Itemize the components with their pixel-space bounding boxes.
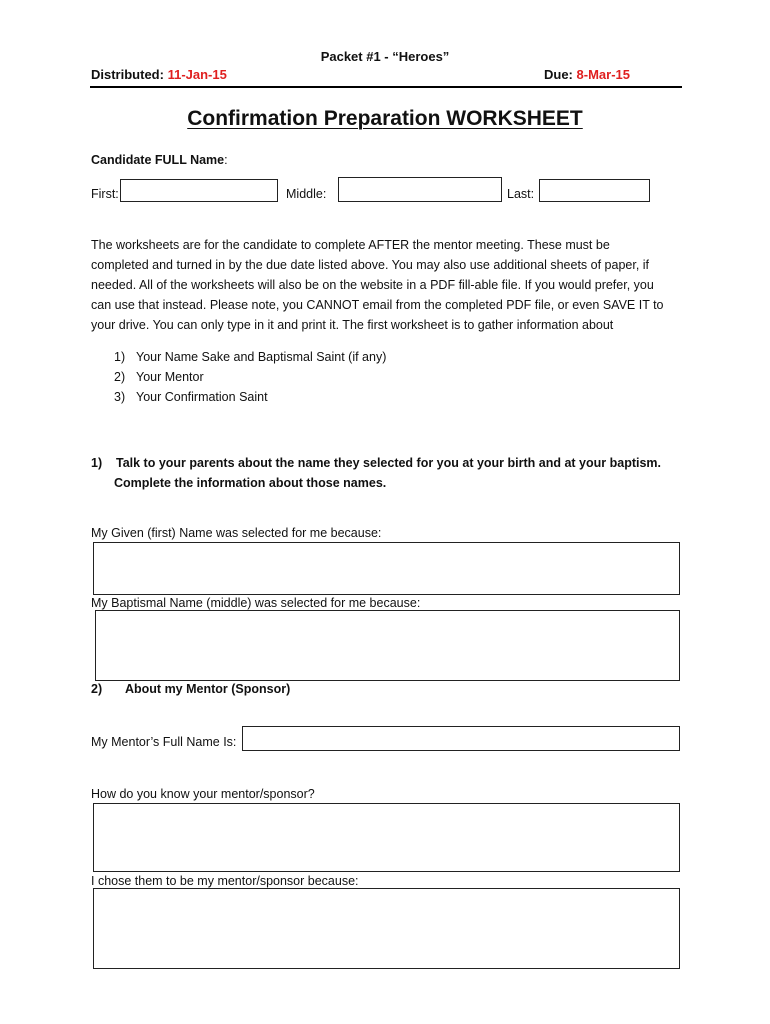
know-mentor-label: How do you know your mentor/sponsor? (91, 787, 315, 801)
middle-name-field[interactable] (338, 177, 502, 202)
list-number: 1) (114, 350, 126, 364)
list-text: Your Name Sake and Baptismal Saint (if any) (136, 350, 387, 364)
baptismal-name-label: My Baptismal Name (middle) was selected for me because: (91, 596, 421, 610)
intro-paragraph (91, 235, 691, 335)
intro-line: The worksheets are for the candidate to complete AFTER the mentor meeting. These must be (91, 238, 610, 252)
due-value: 8-Mar-15 (576, 67, 630, 82)
intro-line: needed. All of the worksheets will also be on the website in a PDF fill-able file. If you would prefer, you (91, 278, 654, 292)
candidate-name-heading-colon: : (224, 153, 228, 167)
distributed-label: Distributed: (91, 67, 164, 82)
header-divider (90, 86, 682, 88)
distributed-value: 11-Jan-15 (167, 67, 227, 82)
section2-number: 2) (91, 682, 103, 696)
last-name-field[interactable] (539, 179, 650, 202)
last-name-label: Last: (507, 187, 535, 201)
section2-heading: About my Mentor (Sponsor) (125, 682, 291, 696)
due-date (544, 67, 630, 82)
know-mentor-field[interactable] (93, 803, 680, 872)
list-item (114, 370, 204, 384)
first-name-field[interactable] (120, 179, 278, 202)
list-item (114, 390, 268, 404)
middle-name-label: Middle: (286, 187, 327, 201)
candidate-name-heading-text: Candidate FULL Name (91, 153, 225, 167)
intro-line: your drive. You can only type in it and print it. The first worksheet is to gather information about (91, 318, 614, 332)
packet-title: Packet #1 - “Heroes” (320, 49, 450, 64)
mentor-name-field[interactable] (242, 726, 680, 751)
intro-line: completed and turned in by the due date listed above. You may also use additional sheets of paper, if (91, 258, 650, 272)
section1-instruction-line1: Talk to your parents about the name they selected for you at your birth and at your baptism. (116, 456, 662, 470)
given-name-reason-field[interactable] (93, 542, 680, 595)
baptismal-name-reason-field[interactable] (95, 610, 680, 681)
chose-mentor-label: I chose them to be my mentor/sponsor because: (91, 874, 359, 888)
list-item (114, 350, 386, 364)
list-text: Your Confirmation Saint (136, 390, 268, 404)
distributed-date (91, 67, 227, 82)
intro-line: can use that instead. Please note, you CANNOT email from the completed PDF file, or even SAVE IT to (91, 298, 664, 312)
given-name-label: My Given (first) Name was selected for me because: (91, 526, 382, 540)
list-number: 2) (114, 370, 126, 384)
list-number: 3) (114, 390, 126, 404)
section1-instruction-line2: Complete the information about those names. (114, 476, 387, 490)
chose-mentor-field[interactable] (93, 888, 680, 969)
first-name-label: First: (91, 187, 119, 201)
candidate-name-heading (91, 153, 228, 168)
page-title: Confirmation Preparation WORKSHEET (187, 107, 583, 130)
list-text: Your Mentor (136, 370, 204, 384)
mentor-name-label: My Mentor’s Full Name Is: (91, 735, 237, 749)
section1-number: 1) (91, 456, 103, 470)
due-label: Due: (544, 67, 573, 82)
